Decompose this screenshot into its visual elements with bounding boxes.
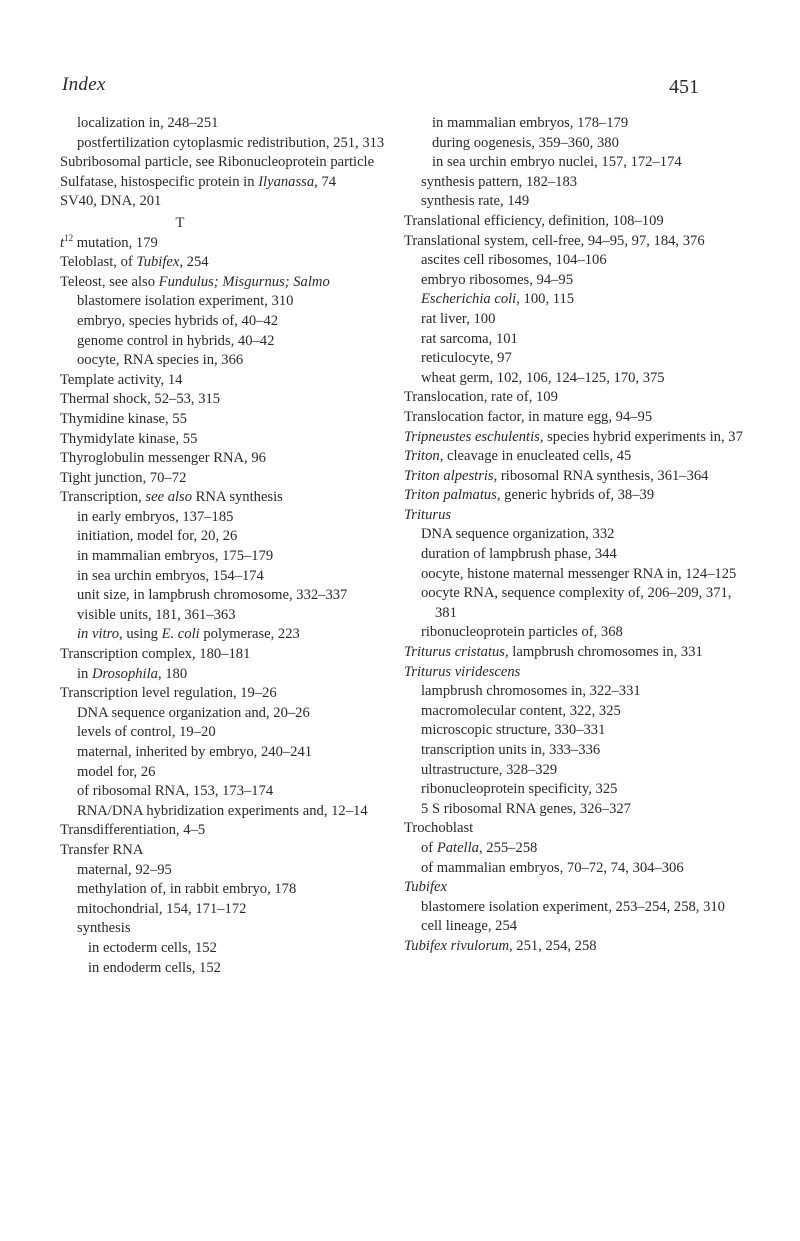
index-entry bbox=[404, 506, 744, 526]
entry-text: Translocation factor, in mature egg, 94–95 bbox=[404, 408, 653, 425]
entry-text: ribonucleoprotein particles of, 368 bbox=[421, 624, 623, 641]
entry-text: RNA/DNA hybridization experiments and, 12–14 bbox=[77, 802, 368, 819]
entry-text: , cleavage in enucleated cells, 45 bbox=[439, 448, 632, 465]
entry-text: Transcription level regulation, 19–26 bbox=[60, 685, 277, 702]
index-subentry bbox=[421, 623, 744, 643]
index-column-left bbox=[60, 114, 420, 978]
entry-text: in early embryos, 137–185 bbox=[77, 508, 234, 525]
entry-text: , 180 bbox=[157, 665, 188, 682]
index-subentry bbox=[421, 741, 744, 761]
entry-superscript: 12 bbox=[64, 232, 74, 243]
entry-text: , 254 bbox=[179, 254, 209, 271]
index-subentry bbox=[432, 153, 744, 173]
entry-italic: Fundulus; Misgurnus; Salmo bbox=[158, 273, 330, 290]
index-subentry bbox=[77, 802, 420, 822]
entry-text: localization in, 248–251 bbox=[77, 115, 219, 131]
index-subentry bbox=[421, 721, 744, 741]
index-subentry bbox=[77, 606, 420, 626]
index-entry bbox=[404, 408, 744, 428]
index-entry bbox=[60, 253, 420, 273]
index-entry bbox=[404, 663, 744, 683]
entry-text: in bbox=[77, 665, 92, 682]
index-entry bbox=[404, 467, 744, 487]
index-subentry bbox=[77, 723, 420, 743]
entry-text: duration of lampbrush phase, 344 bbox=[421, 546, 617, 563]
entry-italic: Patella bbox=[436, 839, 479, 856]
entry-text: Teleost, see also bbox=[60, 273, 159, 290]
entry-text: initiation, model for, 20, 26 bbox=[77, 528, 238, 545]
entry-text: Teloblast, of bbox=[60, 254, 137, 271]
page-title: Index bbox=[62, 74, 106, 95]
index-subentry bbox=[421, 682, 744, 702]
index-entry bbox=[60, 273, 420, 293]
index-subentry bbox=[421, 761, 744, 781]
index-entry bbox=[60, 371, 420, 391]
entry-italic: Triton bbox=[404, 448, 440, 465]
index-entry bbox=[404, 212, 744, 232]
entry-text: macromolecular content, 322, 325 bbox=[421, 702, 621, 719]
entry-text: , 251, 254, 258 bbox=[509, 937, 597, 954]
index-subentry bbox=[421, 584, 744, 623]
entry-text: , 100, 115 bbox=[516, 291, 575, 308]
index-subentry bbox=[421, 702, 744, 722]
entry-italic: Tripneustes eschulentis bbox=[404, 428, 540, 445]
entry-text: embryo ribosomes, 94–95 bbox=[421, 271, 574, 288]
entry-text: Transcription, bbox=[60, 489, 146, 506]
entry-text: embryo, species hybrids of, 40–42 bbox=[77, 312, 279, 329]
entry-text: transcription units in, 333–336 bbox=[421, 742, 601, 758]
index-entry bbox=[404, 486, 744, 506]
entry-text: Transcription complex, 180–181 bbox=[60, 646, 251, 663]
section-letter: T bbox=[175, 214, 185, 231]
index-entry bbox=[404, 447, 744, 467]
index-subentry bbox=[421, 173, 744, 193]
index-subentry bbox=[421, 525, 744, 545]
entry-text: in mammalian embryos, 178–179 bbox=[432, 115, 629, 131]
page-number: 451 bbox=[669, 76, 699, 98]
entry-text: oocyte, RNA species in, 366 bbox=[77, 352, 244, 369]
entry-text: DNA sequence organization, 332 bbox=[421, 526, 615, 543]
index-subentry bbox=[77, 312, 420, 332]
entry-text: synthesis pattern, 182–183 bbox=[421, 173, 578, 190]
entry-text: Transdifferentiation, 4–5 bbox=[60, 822, 206, 839]
index-subentry bbox=[77, 919, 420, 939]
index-subentry bbox=[421, 545, 744, 565]
entry-text: unit size, in lampbrush chromosome, 332–337 bbox=[77, 587, 348, 604]
entry-italic: E. coli bbox=[161, 626, 200, 643]
entry-text: Trochoblast bbox=[404, 820, 474, 837]
index-subentry bbox=[77, 332, 420, 352]
index-subentry bbox=[77, 114, 420, 134]
index-column-right bbox=[404, 114, 744, 957]
entry-text: DNA sequence organization and, 20–26 bbox=[77, 704, 310, 721]
entry-text: Transfer RNA bbox=[60, 841, 144, 858]
index-subentry bbox=[421, 251, 744, 271]
index-subentry bbox=[421, 565, 744, 585]
index-subentry bbox=[421, 192, 744, 212]
entry-text: in sea urchin embryos, 154–174 bbox=[77, 567, 264, 584]
entry-text: oocyte, histone maternal messenger RNA in, 124–125 bbox=[421, 565, 737, 582]
entry-text: Thyroglobulin messenger RNA, 96 bbox=[60, 450, 266, 467]
index-subentry bbox=[77, 527, 420, 547]
entry-text: ribonucleoprotein specificity, 325 bbox=[421, 781, 618, 798]
entry-text: ascites cell ribosomes, 104–106 bbox=[421, 252, 607, 269]
entry-text: microscopic structure, 330–331 bbox=[421, 722, 606, 739]
index-entry bbox=[404, 428, 744, 448]
entry-text: during oogenesis, 359–360, 380 bbox=[432, 134, 619, 151]
entry-text: Template activity, 14 bbox=[60, 371, 183, 388]
index-subentry bbox=[421, 330, 744, 350]
entry-italic: Drosophila bbox=[92, 665, 158, 682]
index-subentry bbox=[421, 310, 744, 330]
index-entry bbox=[404, 878, 744, 898]
index-subentry bbox=[77, 586, 420, 606]
index-entry bbox=[60, 234, 420, 254]
entry-text: in sea urchin embryo nuclei, 157, 172–174 bbox=[432, 154, 682, 171]
entry-text: synthesis rate, 149 bbox=[421, 193, 530, 210]
index-entry bbox=[60, 173, 420, 193]
entry-text: Thymidylate kinase, 55 bbox=[60, 430, 198, 447]
index-entry bbox=[60, 192, 420, 212]
index-subentry bbox=[88, 959, 420, 979]
entry-text: 5 S ribosomal RNA genes, 326–327 bbox=[421, 800, 631, 817]
index-subentry bbox=[421, 780, 744, 800]
entry-text: , generic hybrids of, 38–39 bbox=[496, 487, 655, 504]
entry-text: visible units, 181, 361–363 bbox=[77, 606, 236, 623]
entry-text: Subribosomal particle, see Ribonucleoprotein particle bbox=[60, 154, 375, 171]
index-subentry bbox=[77, 704, 420, 724]
entry-text: ultrastructure, 328–329 bbox=[421, 761, 558, 778]
entry-text: using bbox=[122, 626, 162, 643]
index-subentry bbox=[77, 861, 420, 881]
entry-text: cell lineage, 254 bbox=[421, 918, 518, 935]
index-entry bbox=[60, 390, 420, 410]
entry-text: , ribosomal RNA synthesis, 361–364 bbox=[493, 467, 709, 484]
index-subentry bbox=[77, 508, 420, 528]
entry-italic: Tubifex rivulorum bbox=[404, 937, 509, 954]
entry-text: Thermal shock, 52–53, 315 bbox=[60, 391, 221, 408]
index-subentry bbox=[421, 349, 744, 369]
entry-text: in ectoderm cells, 152 bbox=[88, 939, 217, 956]
index-subentry bbox=[421, 898, 744, 918]
entry-italic: Ilyanassa bbox=[258, 173, 315, 190]
index-subentry bbox=[77, 743, 420, 763]
entry-italic: in vitro, bbox=[77, 626, 123, 643]
entry-text: SV40, DNA, 201 bbox=[60, 193, 162, 210]
entry-text: reticulocyte, 97 bbox=[421, 350, 512, 367]
index-entry bbox=[404, 937, 744, 957]
index-entry bbox=[60, 645, 420, 665]
entry-text: wheat germ, 102, 106, 124–125, 170, 375 bbox=[421, 369, 665, 386]
entry-text: Sulfatase, histospecific protein in bbox=[60, 173, 259, 190]
entry-text: maternal, 92–95 bbox=[77, 861, 172, 878]
entry-text: , 74 bbox=[314, 173, 337, 190]
entry-italic: see also bbox=[145, 489, 193, 506]
entry-italic: Triturus cristatus bbox=[404, 644, 505, 661]
entry-text: of bbox=[421, 839, 437, 856]
entry-text: Translocation, rate of, 109 bbox=[404, 389, 558, 406]
entry-text: , 255–258 bbox=[478, 839, 538, 856]
index-subentry bbox=[421, 917, 744, 937]
entry-text: Thymidine kinase, 55 bbox=[60, 410, 187, 427]
entry-text: rat sarcoma, 101 bbox=[421, 330, 518, 347]
index-subentry bbox=[77, 567, 420, 587]
index-subentry bbox=[432, 134, 744, 154]
index-subentry bbox=[88, 939, 420, 959]
entry-text: of ribosomal RNA, 153, 173–174 bbox=[77, 783, 274, 800]
index-subentry bbox=[77, 880, 420, 900]
entry-text: synthesis bbox=[77, 920, 131, 937]
entry-italic: Escherichia coli bbox=[421, 291, 517, 308]
entry-text: levels of control, 19–20 bbox=[77, 724, 216, 741]
index-subentry bbox=[77, 134, 420, 154]
entry-italic: Triturus viridescens bbox=[404, 663, 521, 680]
entry-italic: Triton palmatus bbox=[404, 487, 497, 504]
entry-text: Translational efficiency, definition, 108–109 bbox=[404, 212, 664, 229]
entry-text: , lampbrush chromosomes in, 331 bbox=[504, 644, 703, 661]
entry-text: oocyte RNA, sequence complexity of, 206–209, 371, 381 bbox=[421, 585, 732, 621]
entry-text: in mammalian embryos, 175–179 bbox=[77, 548, 274, 565]
entry-text: rat liver, 100 bbox=[421, 310, 496, 327]
index-subentry bbox=[421, 859, 744, 879]
entry-text: , species hybrid experiments in, 37 bbox=[539, 428, 743, 445]
index-subentry bbox=[77, 782, 420, 802]
entry-text: maternal, inherited by embryo, 240–241 bbox=[77, 744, 313, 760]
entry-text: in endoderm cells, 152 bbox=[88, 959, 221, 976]
index-subentry bbox=[421, 839, 744, 859]
entry-text: postfertilization cytoplasmic redistribution, 251, 313 bbox=[77, 134, 385, 151]
index-entry bbox=[60, 449, 420, 469]
index-subentry bbox=[77, 625, 420, 645]
entry-text: lampbrush chromosomes in, 322–331 bbox=[421, 683, 641, 700]
index-entry bbox=[404, 819, 744, 839]
index-entry bbox=[60, 410, 420, 430]
index-entry bbox=[404, 643, 744, 663]
index-entry bbox=[60, 821, 420, 841]
index-entry bbox=[60, 841, 420, 861]
entry-text: mutation, 179 bbox=[73, 234, 158, 251]
entry-italic: t bbox=[60, 234, 65, 251]
index-subentry bbox=[77, 763, 420, 783]
index-subentry bbox=[77, 292, 420, 312]
entry-text: Tight junction, 70–72 bbox=[60, 469, 187, 486]
index-entry bbox=[404, 388, 744, 408]
entry-italic: Triton alpestris bbox=[404, 467, 494, 484]
entry-text: methylation of, in rabbit embryo, 178 bbox=[77, 881, 297, 898]
index-subentry bbox=[432, 114, 744, 134]
entry-text: RNA synthesis bbox=[192, 489, 283, 506]
index-subentry bbox=[77, 665, 420, 685]
entry-italic: Triturus bbox=[404, 506, 452, 523]
entry-text: mitochondrial, 154, 171–172 bbox=[77, 900, 247, 917]
index-subentry bbox=[77, 351, 420, 371]
index-subentry bbox=[421, 369, 744, 389]
entry-text: blastomere isolation experiment, 310 bbox=[77, 293, 294, 310]
entry-text: genome control in hybrids, 40–42 bbox=[77, 332, 275, 349]
index-entry bbox=[60, 684, 420, 704]
index-entry bbox=[60, 153, 420, 173]
index-subentry bbox=[421, 271, 744, 291]
index-entry bbox=[404, 232, 744, 252]
index-subentry bbox=[421, 800, 744, 820]
index-subentry bbox=[77, 547, 420, 567]
index-entry bbox=[60, 430, 420, 450]
index-entry bbox=[60, 488, 420, 508]
entry-text: polymerase, 223 bbox=[199, 626, 300, 643]
index-subentry bbox=[77, 900, 420, 920]
entry-text: model for, 26 bbox=[77, 763, 156, 780]
entry-text: blastomere isolation experiment, 253–254, 258, 310 bbox=[421, 898, 725, 915]
index-subentry bbox=[421, 290, 744, 310]
entry-text: of mammalian embryos, 70–72, 74, 304–306 bbox=[421, 859, 684, 876]
index-entry bbox=[60, 469, 420, 489]
entry-italic: Tubifex bbox=[136, 254, 180, 271]
entry-italic: Tubifex bbox=[404, 879, 447, 896]
entry-text: Translational system, cell-free, 94–95, 97, 184, 376 bbox=[404, 232, 705, 249]
